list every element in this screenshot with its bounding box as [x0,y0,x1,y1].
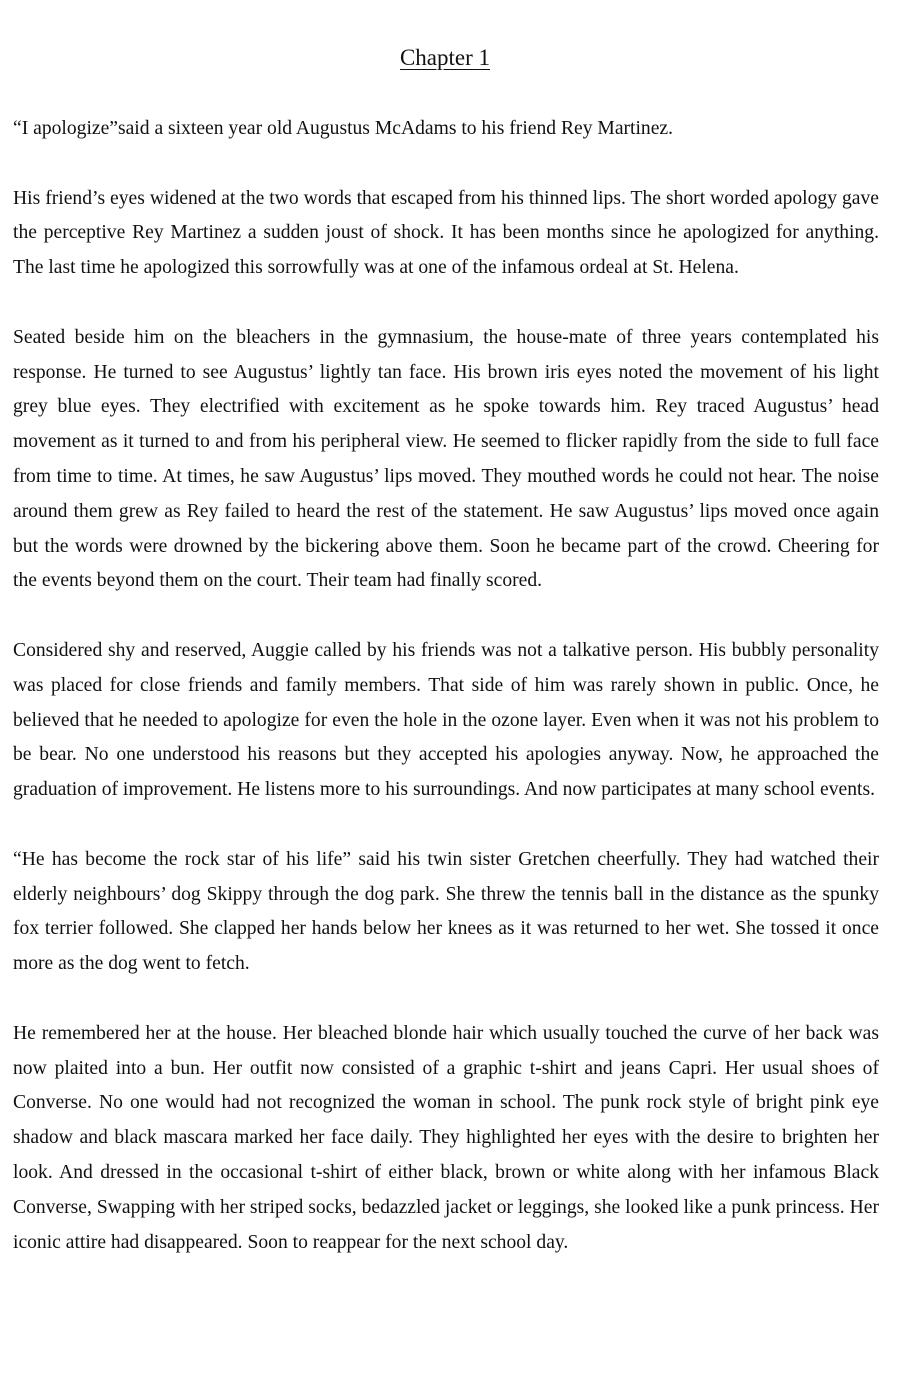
chapter-title-text: Chapter 1 [399,45,491,70]
chapter-title [0,42,890,74]
paragraph-1: “I apologize”said a sixteen year old Augustus McAdams to his friend Rey Martinez. [13,118,674,139]
paragraph-4: Considered shy and reserved, Auggie called by his friends was not a talkative person. His bubbly personality was placed for close friends and family members. That side of him was rarely shown in public. Once, he believed that he needed to apologize for even the hole in the ozone layer. Even when it was not his problem to be bear. No one understood his reasons but they accepted his apologies anyway. Now, he approached the graduation of improvement. He listens more to his surroundings. And now participates at many school events. [13,639,879,801]
paragraph-2: His friend’s eyes widened at the two words that escaped from his thinned lips. The short worded apology gave the perceptive Rey Martinez a sudden joust of shock. It has been months since he apologized for anything. The last time he apologized this sorrowfully was at one of the infamous ordeal at St. Helena. [13,187,879,279]
paragraph-6: He remembered her at the house. Her bleached blonde hair which usually touched the curve of her back was now plaited into a bun. Her outfit now consisted of a graphic t-shirt and jeans Capri. Her usual shoes of Converse. No one would had not recognized the woman in school. The punk rock style of bright pink eye shadow and black mascara marked her face daily. They highlighted her eyes with the desire to brighten her look. And dressed in the occasional t-shirt of either black, brown or white along with her infamous Black Converse, Swapping with her striped socks, bedazzled jacket or leggings, she looked like a punk princess. Her iconic attire had disappeared. Soon to reappear for the next school day. [13,1022,879,1253]
paragraph-5: “He has become the rock star of his life” said his twin sister Gretchen cheerfully. They had watched their elderly neighbours’ dog Skippy through the dog park. She threw the tennis ball in the distance as the spunky fox terrier followed. She clapped her hands below her knees as it was returned to her wet. She tossed it once more as the dog went to fetch. [13,848,879,975]
paragraph-3: Seated beside him on the bleachers in the gymnasium, the house-mate of three years contemplated his response. He turned to see Augustus’ lightly tan face. His brown iris eyes noted the movement of his light grey blue eyes. They electrified with excitement as he spoke towards him. Rey traced Augustus’ head movement as it turned to and from his peripheral view. He seemed to flicker rapidly from the side to full face from time to time. At times, he saw Augustus’ lips moved. They mouthed words he could not hear. The noise around them grew as Rey failed to heard the rest of the statement. He saw Augustus’ lips moved once again but the words were drowned by the bickering above them. Soon he became part of the crowd. Cheering for the events beyond them on the court. Their team had finally scored. [13,326,879,592]
chapter-body [13,112,879,1260]
